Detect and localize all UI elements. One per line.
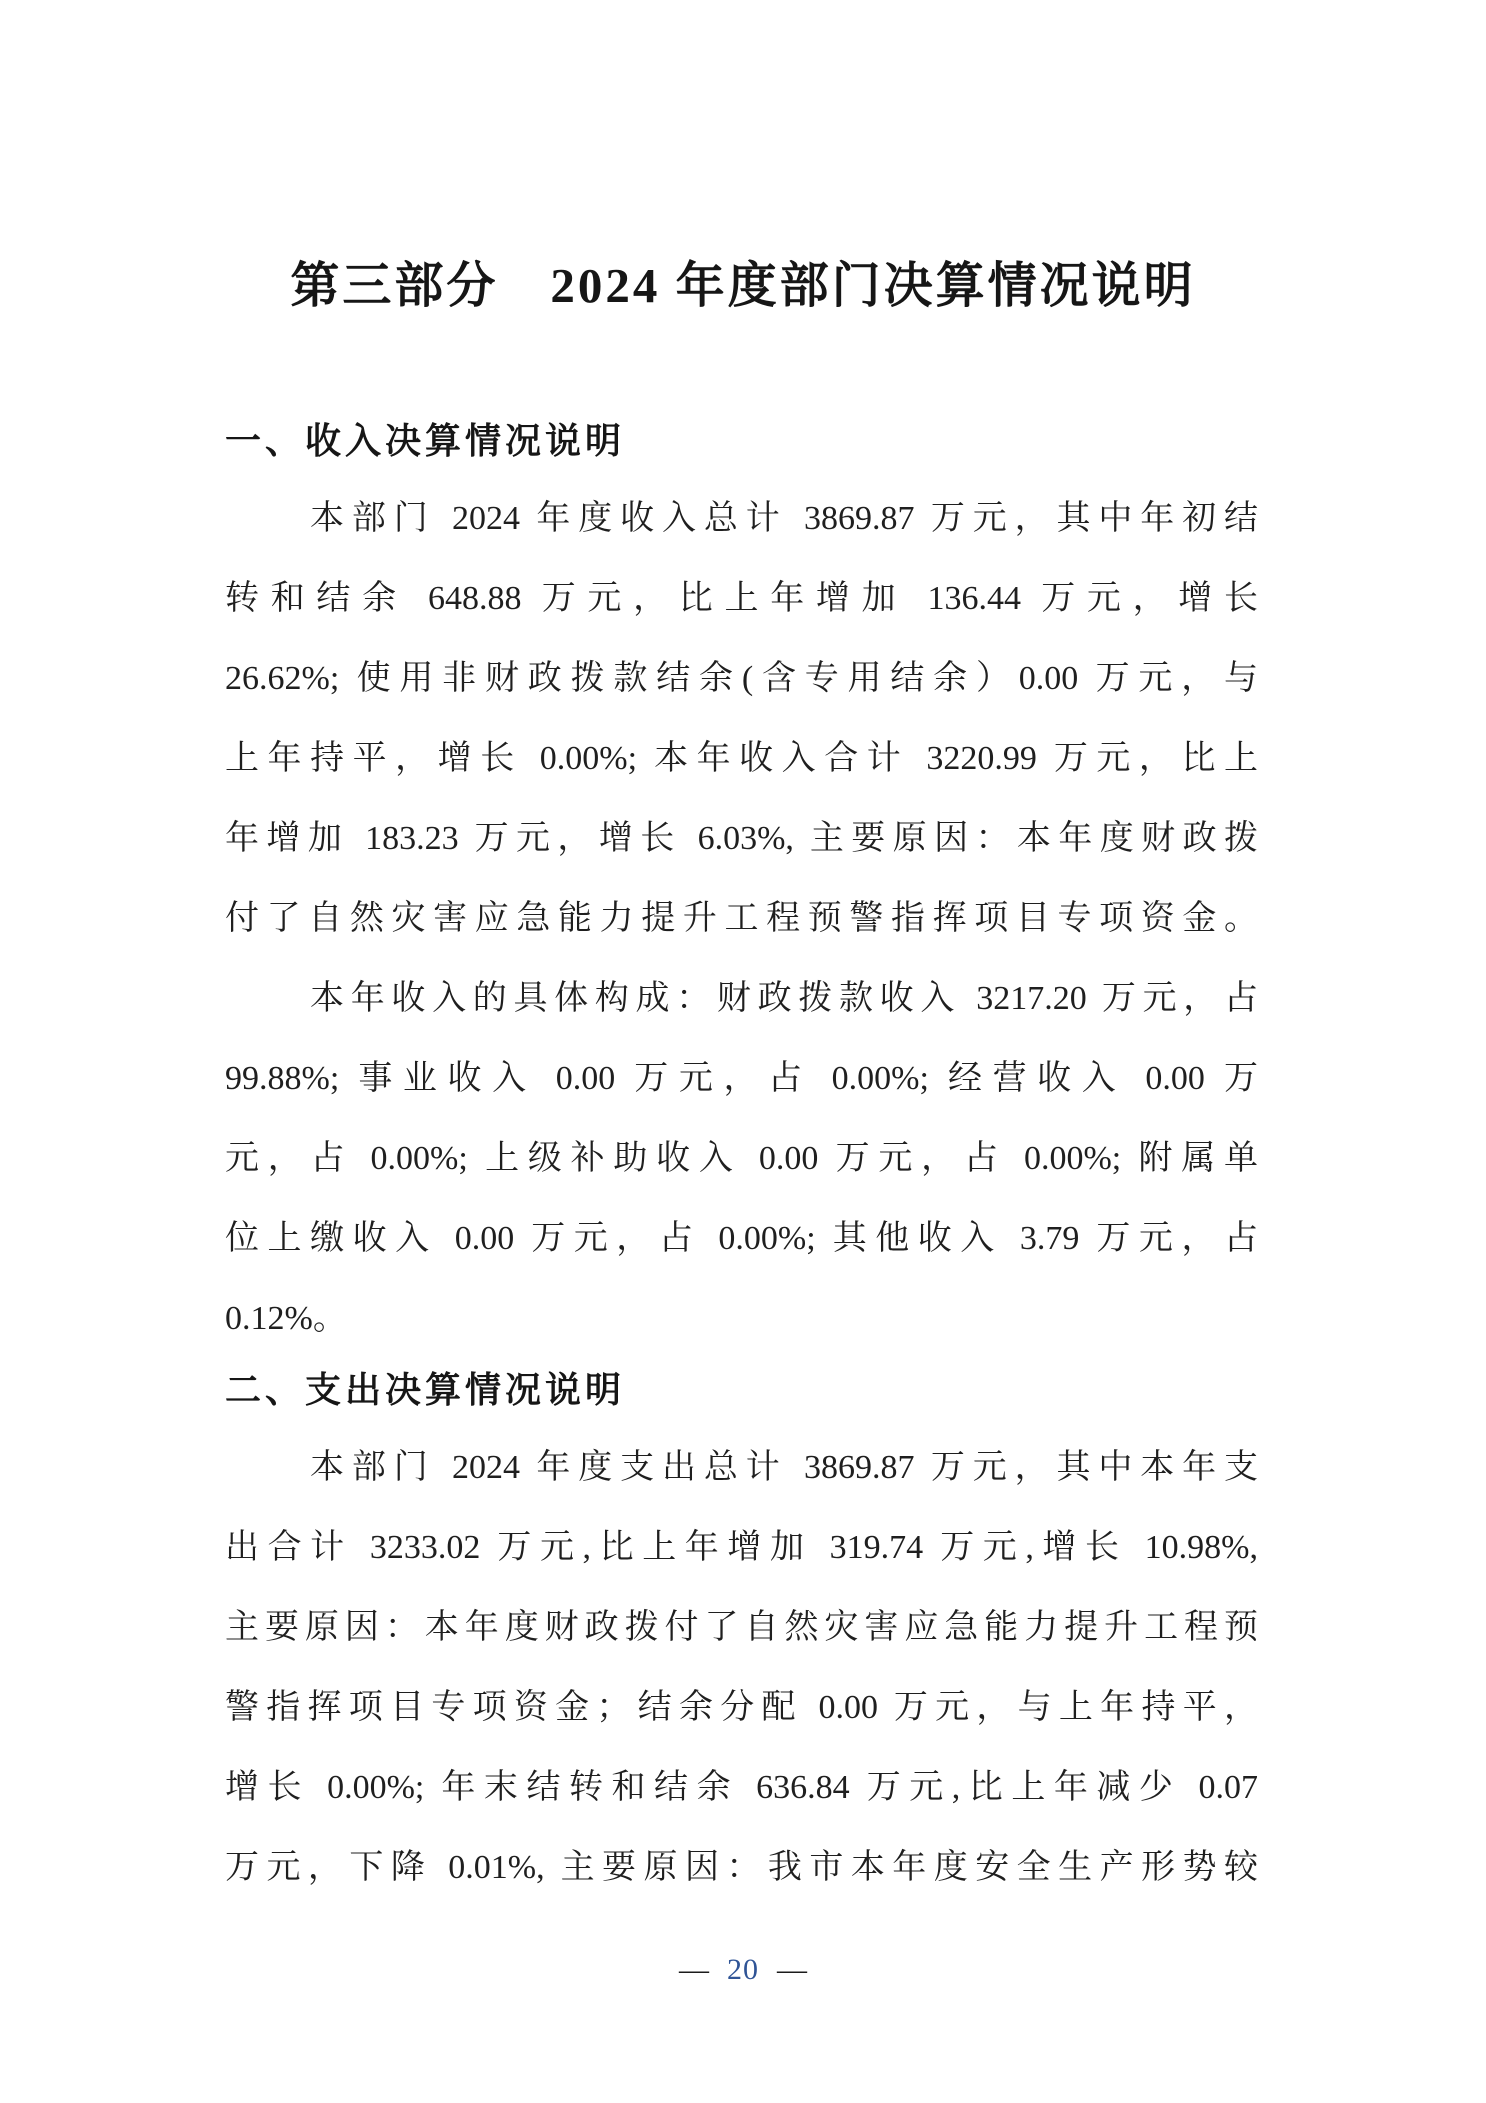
section-heading: 二、支出决算情况说明 bbox=[225, 1369, 626, 1410]
text-line: 本年收入的具体构成：财政拨款收入 3217.20 万元，占 bbox=[310, 980, 1258, 1017]
text-line: 99.88%; 事业收入 0.00 万元，占 0.00%; 经营收入 0.00 万 bbox=[225, 1060, 1258, 1097]
text-line: 位上缴收入 0.00 万元，占 0.00%; 其他收入 3.79 万元，占 bbox=[225, 1220, 1258, 1257]
paragraph-block bbox=[225, 479, 1258, 1359]
text-line: 上年持平，增长 0.00%; 本年收入合计 3220.99 万元，比上 bbox=[225, 740, 1258, 777]
text-line: 付了自然灾害应急能力提升工程预警指挥项目专项资金。 bbox=[225, 900, 1258, 937]
text-line: 元，占 0.00%; 上级补助收入 0.00 万元，占 0.00%; 附属单 bbox=[225, 1140, 1258, 1177]
text-line: 本部门 2024 年度收入总计 3869.87 万元，其中年初结 bbox=[310, 500, 1258, 537]
footer-dash-left: — bbox=[679, 1953, 709, 1986]
document-title: 第三部分 2024 年度部门决算情况说明 bbox=[290, 258, 1196, 313]
document-body bbox=[225, 0, 1258, 1908]
text-line: 年增加 183.23 万元，增长 6.03%, 主要原因：本年度财政拨 bbox=[225, 820, 1258, 857]
footer-dash-right: — bbox=[777, 1953, 807, 1986]
page-number: 20 bbox=[727, 1953, 759, 1986]
text-line: 26.62%; 使用非财政拨款结余(含专用结余）0.00 万元，与 bbox=[225, 660, 1258, 697]
text-line: 出合计 3233.02 万元,比上年增加 319.74 万元,增长 10.98%, bbox=[225, 1529, 1258, 1566]
section-heading: 一、收入决算情况说明 bbox=[225, 420, 626, 461]
text-line: 0.12%。 bbox=[225, 1300, 347, 1337]
text-line: 万元，下降 0.01%, 主要原因：我市本年度安全生产形势较 bbox=[225, 1849, 1258, 1886]
text-line: 转和结余 648.88 万元，比上年增加 136.44 万元，增长 bbox=[225, 580, 1258, 617]
text-line: 警指挥项目专项资金；结余分配 0.00 万元，与上年持平， bbox=[225, 1689, 1258, 1726]
text-line: 本部门 2024 年度支出总计 3869.87 万元，其中本年支 bbox=[310, 1449, 1258, 1486]
text-line: 主要原因：本年度财政拨付了自然灾害应急能力提升工程预 bbox=[225, 1609, 1258, 1646]
text-line: 增长 0.00%; 年末结转和结余 636.84 万元,比上年减少 0.07 bbox=[225, 1769, 1258, 1806]
paragraph-block bbox=[225, 1428, 1258, 1908]
page-footer bbox=[0, 1950, 1486, 1990]
